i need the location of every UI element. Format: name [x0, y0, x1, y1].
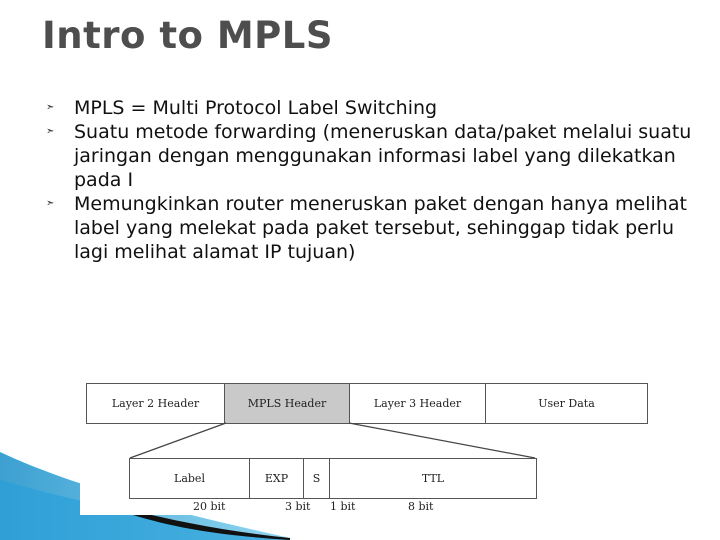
- layer2-header-field: Layer 2 Header: [87, 384, 225, 423]
- arrow-bullet-icon: ➣: [46, 126, 55, 137]
- ttl-bit-size: 8 bit: [408, 500, 434, 513]
- ttl-field: TTL: [421, 472, 445, 485]
- bullet-text: MPLS = Multi Protocol Label Switching: [74, 97, 438, 119]
- mpls-header-field: MPLS Header: [225, 384, 350, 423]
- mpls-fields-row: [129, 458, 537, 499]
- label-field: Label: [130, 459, 250, 498]
- packet-header-row: [86, 383, 648, 424]
- arrow-bullet-icon: ➣: [46, 102, 55, 113]
- s-bit-size: 1 bit: [330, 500, 356, 513]
- mpls-header-diagram: [80, 377, 660, 515]
- bullet-text: Memungkinkan router meneruskan paket dengan hanya melihat label yang melekat pada paket tersebut, sehinggap tidak perlu lagi melihat alamat IP tujuan): [74, 193, 687, 263]
- slide-title: Intro to MPLS: [42, 14, 333, 57]
- bullet-item: [46, 192, 706, 264]
- user-data-field: User Data: [538, 397, 595, 410]
- bullet-text: Suatu metode forwarding (meneruskan data/paket melalui suatu jaringan dengan menggunakan informasi label yang dilekatkan pada I: [74, 121, 692, 191]
- exp-field: EXP: [250, 459, 304, 498]
- layer3-header-field: Layer 3 Header: [350, 384, 486, 423]
- bullet-list: [46, 96, 706, 264]
- s-field: S: [304, 459, 330, 498]
- bullet-item: [46, 96, 706, 120]
- bullet-item: [46, 120, 706, 192]
- label-bit-size: 20 bit: [193, 500, 226, 513]
- arrow-bullet-icon: ➣: [46, 198, 55, 209]
- exp-bit-size: 3 bit: [285, 500, 311, 513]
